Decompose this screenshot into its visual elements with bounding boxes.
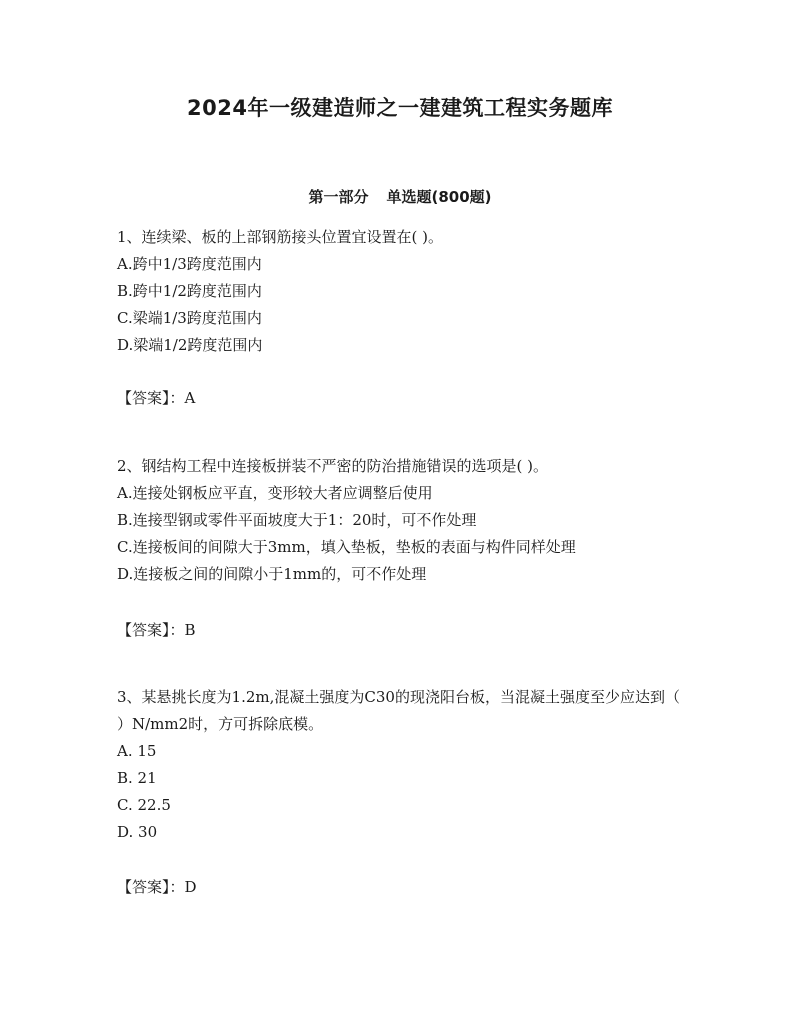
question-2 [117, 453, 687, 588]
option-a: A.连接处钢板应平直，变形较大者应调整后使用 [117, 484, 433, 502]
option-a: A. 15 [117, 742, 157, 760]
option-b: B. 21 [117, 769, 157, 787]
answer-value: B [184, 621, 196, 639]
option-c: C.梁端1/3跨度范围内 [117, 309, 262, 327]
answer-3 [117, 874, 197, 901]
option-c: C. 22.5 [117, 796, 171, 814]
answer-1 [117, 385, 195, 412]
question-1 [117, 224, 687, 359]
option-d: D.连接板之间的间隙小于1mm的，可不作处理 [117, 565, 427, 583]
option-list [117, 251, 687, 359]
option-c: C.连接板间的间隙大于3mm，填入垫板，垫板的表面与构件同样处理 [117, 538, 576, 556]
answer-value: D [184, 878, 197, 896]
document-title: 2024年一级建造师之一建建筑工程实务题库 [187, 96, 613, 120]
answer-label: 【答案】： [117, 878, 185, 896]
option-d: D. 30 [117, 823, 158, 841]
answer-label: 【答案】： [117, 621, 185, 639]
question-stem: 2、钢结构工程中连接板拼装不严密的防治措施错误的选项是( )。 [117, 457, 549, 475]
option-a: A.跨中1/3跨度范围内 [117, 255, 262, 273]
question-stem: 1、连续梁、板的上部钢筋接头位置宜设置在( )。 [117, 228, 444, 246]
question-stem: 3、某悬挑长度为1.2m,混凝土强度为C30的现浇阳台板，当混凝土强度至少应达到（ ）N/mm2时，方可拆除底模。 [117, 688, 680, 733]
section-part: 第一部分 [308, 188, 369, 206]
question-3 [117, 684, 687, 846]
section-title [0, 186, 800, 207]
option-d: D.梁端1/2跨度范围内 [117, 336, 263, 354]
option-b: B.跨中1/2跨度范围内 [117, 282, 262, 300]
option-b: B.连接型钢或零件平面坡度大于1：20时，可不作处理 [117, 511, 477, 529]
section-name: 单选题(800题) [386, 188, 492, 206]
answer-2 [117, 617, 196, 644]
option-list [117, 738, 687, 846]
answer-value: A [184, 389, 196, 407]
answer-label: 【答案】： [117, 389, 185, 407]
option-list [117, 480, 687, 588]
